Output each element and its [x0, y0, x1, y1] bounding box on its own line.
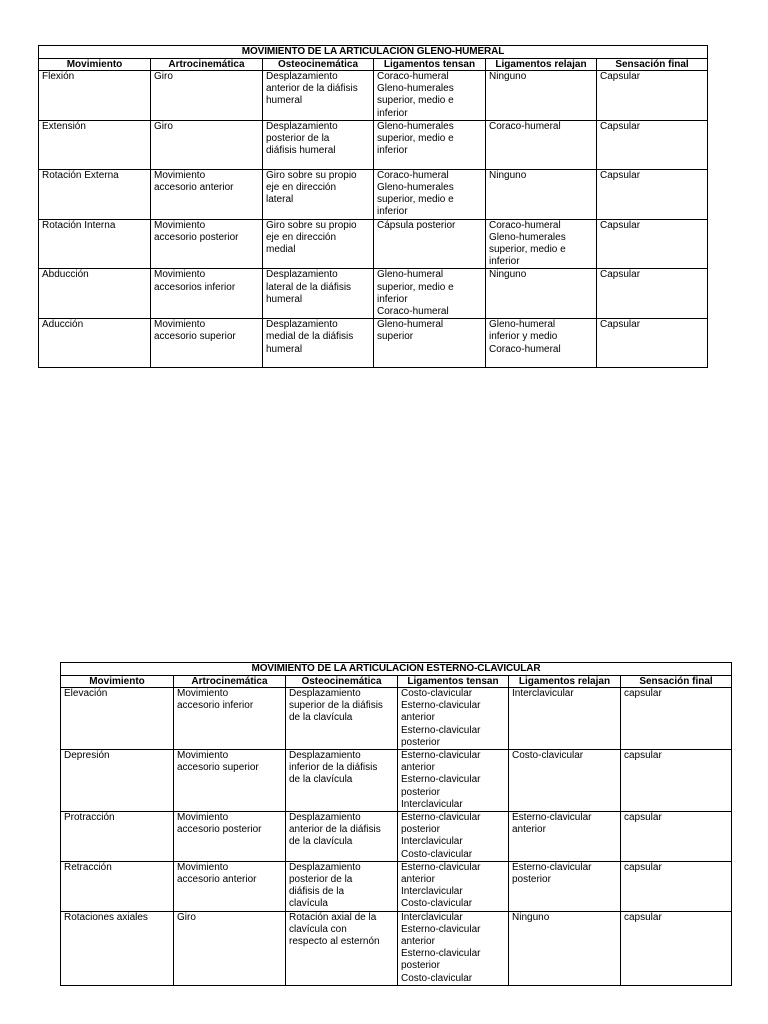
table-cell: capsular — [621, 861, 732, 911]
table-cell: Capsular — [597, 269, 708, 319]
table-cell: Cápsula posterior — [374, 219, 486, 269]
column-header: Ligamentos tensan — [374, 59, 486, 71]
table-cell: Extensión — [39, 120, 151, 169]
table-header-row — [39, 59, 708, 71]
table-cell: Desplazamiento posterior de la diáfisis humeral — [263, 120, 374, 169]
table-row — [39, 120, 708, 169]
table-cell: Desplazamiento inferior de la diáfisis de la clavícula — [286, 750, 398, 812]
column-header: Sensación final — [597, 59, 708, 71]
table-cell: Giro — [174, 911, 286, 985]
table-cell: capsular — [621, 688, 732, 750]
table-row — [39, 169, 708, 219]
column-header: Osteocinemática — [263, 59, 374, 71]
table-cell: capsular — [621, 750, 732, 812]
table-cell: Desplazamiento anterior de la diáfisis humeral — [263, 71, 374, 121]
table-cell: Gleno-humerales superior, medio e inferior — [374, 120, 486, 169]
table-cell: Gleno-humeral inferior y medio Coraco-humeral — [486, 319, 597, 368]
column-header: Ligamentos relajan — [509, 676, 621, 688]
table-cell: Desplazamiento superior de la diáfisis de la clavícula — [286, 688, 398, 750]
table-cell: Interclavicular — [509, 688, 621, 750]
table-cell: Desplazamiento medial de la diáfisis humeral — [263, 319, 374, 368]
table-row — [61, 911, 732, 985]
table-cell: Costo-clavicular Esterno-clavicular anterior Esterno-clavicular posterior — [398, 688, 509, 750]
table-cell: Capsular — [597, 71, 708, 121]
table-cell: Coraco-humeral Gleno-humerales superior, medio e inferior — [374, 71, 486, 121]
table-cell: Rotaciones axiales — [61, 911, 174, 985]
table-cell: Desplazamiento anterior de la diáfisis de la clavícula — [286, 812, 398, 862]
column-header: Ligamentos tensan — [398, 676, 509, 688]
table-cell: Rotación Externa — [39, 169, 151, 219]
table-cell: Giro — [151, 120, 263, 169]
table-cell: Esterno-clavicular posterior — [509, 861, 621, 911]
table-cell: capsular — [621, 812, 732, 862]
table-cell: Movimiento accesorio anterior — [174, 861, 286, 911]
table-cell: Movimiento accesorio superior — [174, 750, 286, 812]
table-cell: Giro — [151, 71, 263, 121]
table-cell: Esterno-clavicular anterior Interclavicular Costo-clavicular — [398, 861, 509, 911]
table-cell: Ninguno — [486, 269, 597, 319]
table-cell: Giro sobre su propio eje en dirección medial — [263, 219, 374, 269]
table-cell: Movimiento accesorio posterior — [151, 219, 263, 269]
table-cell: Abducción — [39, 269, 151, 319]
column-header: Ligamentos relajan — [486, 59, 597, 71]
table-cell: Movimiento accesorio superior — [151, 319, 263, 368]
table-row — [61, 812, 732, 862]
table-cell: Ninguno — [486, 71, 597, 121]
table-cell: Rotación Interna — [39, 219, 151, 269]
table-cell: Rotación axial de la clavícula con respecto al esternón — [286, 911, 398, 985]
table-cell: Costo-clavicular — [509, 750, 621, 812]
table-cell: Capsular — [597, 120, 708, 169]
table-cell: Desplazamiento posterior de la diáfisis de la clavícula — [286, 861, 398, 911]
table-title: MOVIMIENTO DE LA ARTICULACIÓN GLENO-HUMERAL — [39, 46, 708, 59]
table-cell: Depresión — [61, 750, 174, 812]
table-row — [61, 688, 732, 750]
table-cell: Interclavicular Esterno-clavicular anterior Esterno-clavicular posterior Costo-clavicular — [398, 911, 509, 985]
table-row — [39, 71, 708, 121]
table-cell: Capsular — [597, 169, 708, 219]
table-cell: Giro sobre su propio eje en dirección lateral — [263, 169, 374, 219]
table-cell: Retracción — [61, 861, 174, 911]
table-cell: Movimiento accesorio anterior — [151, 169, 263, 219]
column-header: Movimiento — [61, 676, 174, 688]
column-header: Sensación final — [621, 676, 732, 688]
table-row — [39, 269, 708, 319]
table-row — [61, 861, 732, 911]
table-cell: Coraco-humeral — [486, 120, 597, 169]
table-title-row — [39, 46, 708, 59]
table-cell: Aducción — [39, 319, 151, 368]
gleno-humeral-table — [38, 45, 708, 368]
table-cell: Coraco-humeral Gleno-humerales superior, medio e inferior — [374, 169, 486, 219]
table-row — [61, 750, 732, 812]
table-cell: Movimiento accesorio posterior — [174, 812, 286, 862]
table-cell: Movimiento accesorio inferior — [174, 688, 286, 750]
table-cell: Esterno-clavicular anterior — [509, 812, 621, 862]
column-header: Movimiento — [39, 59, 151, 71]
table-title-row — [61, 663, 732, 676]
table-cell: Capsular — [597, 319, 708, 368]
table-cell: Elevación — [61, 688, 174, 750]
table-cell: Flexión — [39, 71, 151, 121]
table-cell: Ninguno — [509, 911, 621, 985]
table-cell: Ninguno — [486, 169, 597, 219]
column-header: Artrocinemática — [151, 59, 263, 71]
table-cell: Esterno-clavicular anterior Esterno-clavicular posterior Interclavicular — [398, 750, 509, 812]
table-title: MOVIMIENTO DE LA ARTICULACIÓN ESTERNO-CLAVICULAR — [61, 663, 732, 676]
table-cell: Gleno-humeral superior, medio e inferior Coraco-humeral — [374, 269, 486, 319]
table-cell: Protracción — [61, 812, 174, 862]
table-cell: Movimiento accesorios inferior — [151, 269, 263, 319]
table-row — [39, 219, 708, 269]
table-cell: Coraco-humeral Gleno-humerales superior, medio e inferior — [486, 219, 597, 269]
table-cell: capsular — [621, 911, 732, 985]
table-header-row — [61, 676, 732, 688]
column-header: Artrocinemática — [174, 676, 286, 688]
table-cell: Gleno-humeral superior — [374, 319, 486, 368]
column-header: Osteocinemática — [286, 676, 398, 688]
table-cell: Esterno-clavicular posterior Interclavicular Costo-clavicular — [398, 812, 509, 862]
esterno-clavicular-table — [60, 662, 732, 986]
table-cell: Desplazamiento lateral de la diáfisis humeral — [263, 269, 374, 319]
table-cell: Capsular — [597, 219, 708, 269]
table-row — [39, 319, 708, 368]
